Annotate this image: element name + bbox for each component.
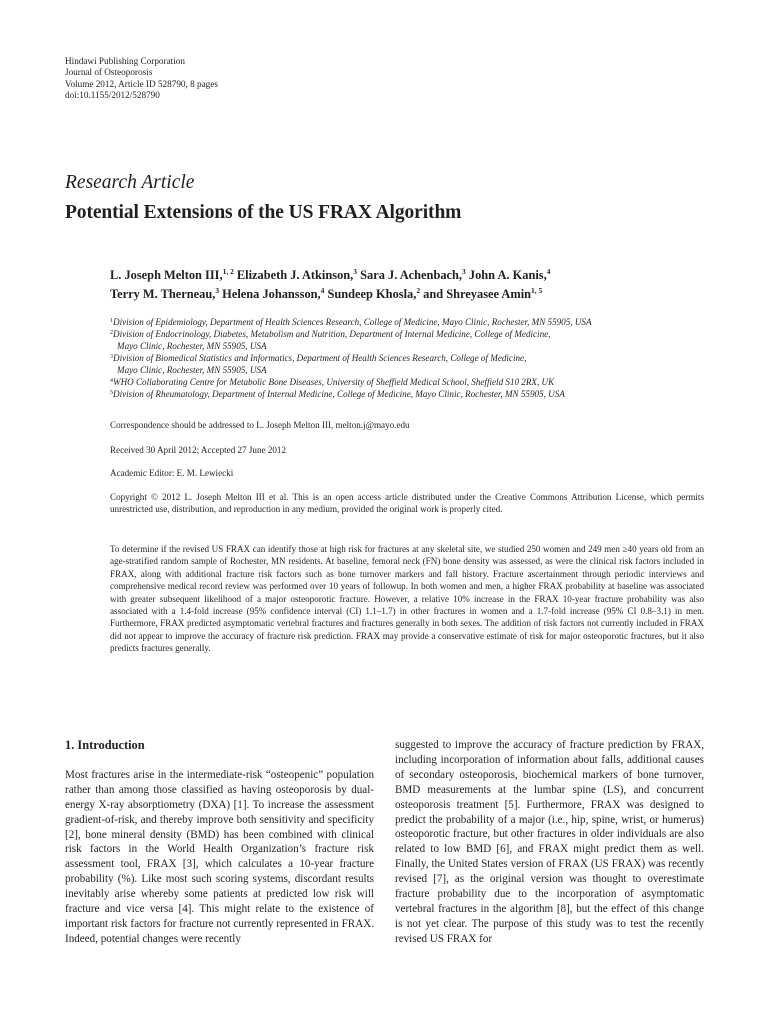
body-column-right [395, 738, 704, 947]
affiliation-number: 1 [110, 318, 113, 324]
author-affil-mark: 3 [215, 286, 220, 295]
author-list [110, 266, 550, 304]
affiliation-number: 2 [110, 330, 113, 336]
doi-link[interactable]: doi:10.1155/2012/528790 [65, 90, 160, 101]
author-name: and Shreyasee Amin [420, 287, 532, 301]
paragraph: suggested to improve the accuracy of fracture prediction by FRAX, including incorporation of information about falls, additional causes of secondary osteoporosis, biochemical markers of bone turnover, BMD measurements at the lumbar spine (LS), and concurrent osteoporosis treatment [5]. Furthermore, FRAX was designed to predict the probability of a major (i.e., hip, spine, wrist, or humerus) osteoporotic fracture, but other fractures in older individuals are also related to low BMD [6], and FRAX might predict them as well. Finally, the United States version of FRAX (US FRAX) was recently revised [7], as the original version was thought to overestimate fracture probability due to the incorporation of asymptomatic vertebral fractures in the algorithm [8], but the effect of this change is not yet clear. The purpose of this study was to test the recently revised US FRAX for [395, 739, 704, 945]
author-affil-mark: 2 [416, 286, 421, 295]
body-column-left [65, 738, 374, 947]
affiliation-item [110, 316, 592, 328]
abstract-text: To determine if the revised US FRAX can identify those at high risk for fractures at any skeletal site, we studied 250 women and 249 men ≥40 years old from an age-stratified random sample of Rochester, MN residents. At baseline, femoral neck (FN) bone density was assessed, as were the clinical risk factors included in FRAX, along with additional fracture risk factors such as bone turnover markers and fall history. Fracture ascertainment through periodic interviews and comprehensive medical record review was performed over 10 years of followup. In both women and men, a higher FRAX probability at baseline was associated with greater subsequent likelihood of a major osteoporotic fracture. However, a relative 10% increase in the FRAX 10-year fracture probability was also associated with a 1.4-fold increase (95% confidence interval (CI) 1.1–1.7) in other fractures in women and a 1.7-fold increase (95% CI 0.8–3.1) in men. Furthermore, FRAX predicted asymptomatic vertebral fractures and fractures generally in both sexes. The addition of risk factors not currently included in FRAX did not appear to improve the accuracy of fracture risk prediction. FRAX may provide a conservative estimate of risk for major osteoporotic fractures, but it also predicts fractures generally. [110, 544, 704, 654]
author-line-1 [110, 266, 550, 285]
copyright-notice: Copyright © 2012 L. Joseph Melton III et al. This is an open access article distributed under the Creative Commons Attribution License, which permits unrestricted use, distribution, and reproduction in any medium, provided the original work is properly cited. [110, 492, 704, 515]
article-type: Research Article [65, 172, 195, 193]
correspondence [110, 420, 410, 430]
author-name: Sundeep Khosla, [324, 287, 417, 301]
affiliation-number: 3 [110, 354, 113, 360]
author-affil-mark: 4 [546, 267, 551, 276]
affiliation-continuation: Mayo Clinic, Rochester, MN 55905, USA [117, 341, 267, 351]
affiliation-item [110, 376, 592, 388]
article-title: Potential Extensions of the US FRAX Algorithm [65, 202, 462, 223]
author-name: L. Joseph Melton III, [110, 268, 223, 282]
journal-name: Journal of Osteoporosis [65, 67, 153, 78]
author-affil-mark: 1, 5 [531, 286, 543, 295]
author-name: Sara J. Achenbach, [357, 268, 463, 282]
affiliation-continuation: Mayo Clinic, Rochester, MN 55905, USA [117, 365, 267, 375]
correspondence-text: Correspondence should be addressed to L. Joseph Melton III, [110, 420, 336, 430]
affiliation-item [110, 352, 592, 364]
publisher-name: Hindawi Publishing Corporation [65, 56, 185, 66]
journal-header [65, 56, 218, 102]
affiliation-item [110, 328, 592, 340]
author-affil-mark: 1, 2 [222, 267, 234, 276]
paragraph: Most fractures arise in the intermediate-risk “osteopenic” population rather than among those classified as having osteoporosis by dual-energy X-ray absorptiometry (DXA) [1]. To increase the assessment gradient-of-risk, and thereby improve both sensitivity and specificity [2], bone mineral density (BMD) has been combined with clinical risk factors in the World Health Organization’s fracture risk assessment tool, FRAX [3], which calculates a 10-year fracture probability (%). Like most such scoring systems, discordant results inevitably arise whereby some patients at predicted low risk will fracture and vice versa [4]. This might relate to the existence of important risk factors for fracture not currently represented in FRAX. Indeed, potential changes were recently [65, 768, 374, 945]
affiliation-number: 5 [110, 390, 113, 396]
affiliation-text: Division of Biomedical Statistics and Informatics, Department of Health Sciences Research, College of Medicine, [113, 353, 527, 363]
affiliation-number: 4 [110, 378, 113, 384]
affiliation-list [110, 316, 592, 400]
author-affil-mark: 4 [320, 286, 325, 295]
author-affil-mark: 3 [462, 267, 466, 276]
author-name: Helena Johansson, [219, 287, 321, 301]
author-name: John A. Kanis, [465, 268, 547, 282]
affiliation-text: Division of Epidemiology, Department of Health Sciences Research, College of Medicine, Mayo Clinic, Rochester, MN 55905, USA [113, 317, 592, 327]
received-accepted-dates: Received 30 April 2012; Accepted 27 June 2012 [110, 445, 287, 455]
volume-info: Volume 2012, Article ID 528790, 8 pages [65, 78, 218, 89]
section-heading: 1. Introduction [65, 738, 145, 752]
affiliation-text: Division of Rheumatology, Department of Internal Medicine, College of Medicine, Mayo Clinic, Rochester, MN 55905, USA [113, 389, 565, 399]
author-affil-mark: 3 [353, 267, 358, 276]
affiliation-item [110, 388, 592, 400]
correspondence-email-link[interactable]: melton.j@mayo.edu [335, 420, 410, 430]
academic-editor: Academic Editor: E. M. Lewiecki [110, 468, 234, 478]
author-line-2 [110, 285, 550, 304]
author-name: Elizabeth J. Atkinson, [233, 268, 354, 282]
affiliation-text: Division of Endocrinology, Diabetes, Metabolism and Nutrition, Department of Internal Medicine, College of Medicine, [113, 329, 551, 339]
author-name: Terry M. Therneau, [110, 287, 216, 301]
affiliation-text: WHO Collaborating Centre for Metabolic Bone Diseases, University of Sheffield Medical School, Sheffield S10 2RX, UK [113, 377, 555, 387]
